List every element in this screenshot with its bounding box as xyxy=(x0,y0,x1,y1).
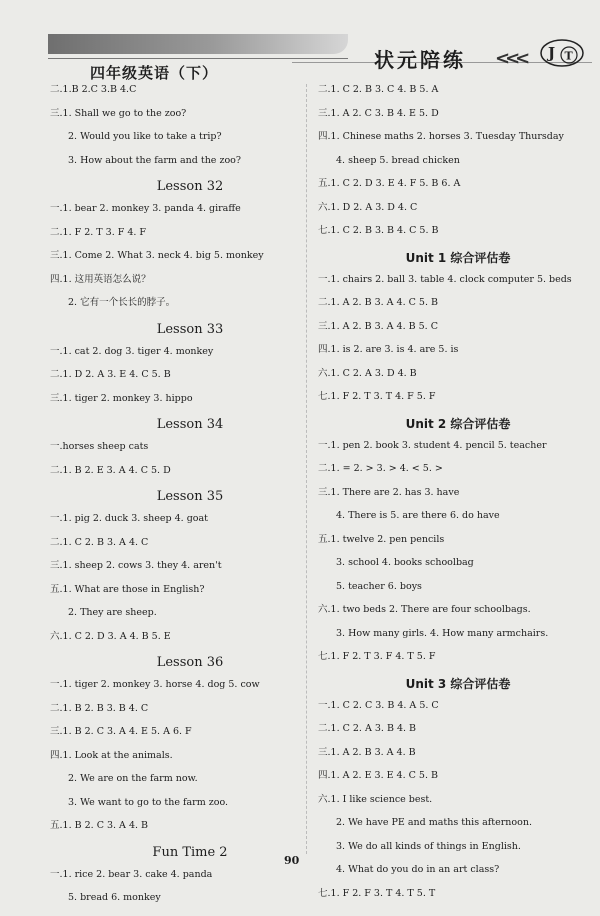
section-heading: Lesson 32 xyxy=(156,179,224,194)
answer-line: 3. We want to go to the farm zoo. xyxy=(68,796,229,808)
section-heading: Lesson 34 xyxy=(156,417,224,432)
answer-line: 六.1. two beds 2. There are four schoolbags. xyxy=(318,604,531,615)
answer-line: 4. sheep 5. bread chicken xyxy=(336,154,460,166)
answer-line: 四.1. Look at the animals. xyxy=(50,749,173,761)
answer-line: 三.1. Shall we go to the zoo? xyxy=(50,107,187,119)
answer-line: 一.1. bear 2. monkey 3. panda 4. giraffe xyxy=(50,203,241,214)
answer-line: 五.1. B 2. C 3. A 4. B xyxy=(50,820,149,831)
answer-line: 六.1. I like science best. xyxy=(318,793,433,805)
answer-line: 二.1. C 2. A 3. B 4. B xyxy=(318,723,417,734)
answer-line: 四.1. is 2. are 3. is 4. are 5. is xyxy=(318,344,459,355)
left-column xyxy=(50,84,320,916)
answer-line: 三.1. Come 2. What 3. neck 4. big 5. monkey xyxy=(50,250,264,261)
answer-line: 七.1. F 2. F 3. T 4. T 5. T xyxy=(318,887,436,899)
answer-line: 4. There is 5. are there 6. do have xyxy=(336,510,500,521)
answer-line: 一.1. pen 2. book 3. student 4. pencil 5. teacher xyxy=(318,439,547,451)
answer-line: 5. teacher 6. boys xyxy=(336,580,422,592)
answer-line: 五.1. What are those in English? xyxy=(50,583,205,595)
answer-line: 五.1. twelve 2. pen pencils xyxy=(318,533,445,545)
section-heading: Lesson 36 xyxy=(156,655,224,670)
answer-line: 三.1. B 2. C 3. A 4. E 5. A 6. F xyxy=(50,726,192,737)
section-heading: Unit 1 综合评估卷 xyxy=(405,250,511,265)
answer-line: 5. bread 6. monkey xyxy=(68,892,161,903)
answer-line: 4. What do you do in an art class? xyxy=(336,864,500,875)
answer-line: 3. How about the farm and the zoo? xyxy=(68,154,241,166)
grade-title: 四年级英语（下） xyxy=(90,64,219,82)
answer-line: 七.1. F 2. T 3. F 4. T 5. F xyxy=(318,651,436,662)
answer-line: 一.1. cat 2. dog 3. tiger 4. monkey xyxy=(50,345,214,357)
answer-line: 二.1. = 2. > 3. > 4. < 5. > xyxy=(318,463,443,474)
answer-line: 四.1. 这用英语怎么说？ xyxy=(50,273,151,285)
svg-text:T: T xyxy=(564,49,573,63)
answer-line: 七.1. C 2. B 3. B 4. C 5. B xyxy=(318,225,439,236)
answer-line: 六.1. D 2. A 3. D 4. C xyxy=(318,201,418,213)
answer-line: 七.1. F 2. T 3. T 4. F 5. F xyxy=(318,391,436,402)
chevrons-icon: <<< xyxy=(495,48,526,69)
answer-line: 一.1. chairs 2. ball 3. table 4. clock computer 5. beds xyxy=(318,273,572,285)
answer-line: 3. How many girls. 4. How many armchairs. xyxy=(336,627,549,639)
answer-line: 一.1. tiger 2. monkey 3. horse 4. dog 5. cow xyxy=(50,679,260,690)
answer-line: 一.horses sheep cats xyxy=(50,441,149,452)
answer-line: 三.1. A 2. B 3. A 4. B 5. C xyxy=(318,320,438,332)
column-divider xyxy=(306,84,308,854)
answer-line: 三.1. tiger 2. monkey 3. hippo xyxy=(50,392,193,404)
answer-line: 三.1. A 2. B 3. A 4. B xyxy=(318,746,416,758)
answer-line: 二.1. C 2. B 3. A 4. C xyxy=(50,536,149,548)
answer-line: 一.1. rice 2. bear 3. cake 4. panda xyxy=(50,868,213,880)
answer-line: 二.1. B 2. B 3. B 4. C xyxy=(50,702,149,714)
answer-line: 二.1. A 2. B 3. A 4. C 5. B xyxy=(318,297,438,308)
svg-text:J: J xyxy=(548,44,556,62)
section-heading: Unit 3 综合评估卷 xyxy=(405,676,511,691)
section-heading: Unit 2 综合评估卷 xyxy=(405,416,511,431)
answer-line: 3. school 4. books schoolbag xyxy=(336,557,474,568)
answer-line: 2. 它有一个长长的脖子。 xyxy=(68,297,176,308)
answer-line: 三.1. sheep 2. cows 3. they 4. aren't xyxy=(50,560,222,571)
answer-line: 六.1. C 2. A 3. D 4. B xyxy=(318,367,417,379)
section-heading: Lesson 35 xyxy=(156,489,224,504)
answer-line: 二.1. B 2. E 3. A 4. C 5. D xyxy=(50,464,171,476)
answer-line: 2. They are sheep. xyxy=(68,607,157,618)
answer-line: 2. We are on the farm now. xyxy=(68,773,198,784)
answer-line: 二.1. D 2. A 3. E 4. C 5. B xyxy=(50,369,171,380)
header-bar xyxy=(48,34,348,54)
answer-line: 二.1.B 2.C 3.B 4.C xyxy=(50,84,137,95)
header-rule xyxy=(48,58,348,59)
page-number: 90 xyxy=(284,854,300,867)
answer-line: 二.1. F 2. T 3. F 4. F xyxy=(50,226,147,238)
answer-line: 五.1. C 2. D 3. E 4. F 5. B 6. A xyxy=(318,178,461,189)
answer-line: 3. We do all kinds of things in English. xyxy=(336,840,521,852)
answer-line: 2. We have PE and maths this afternoon. xyxy=(336,817,532,828)
answer-line: 一.1. C 2. C 3. B 4. A 5. C xyxy=(318,699,439,711)
right-column xyxy=(318,84,588,911)
brand-title: 状元陪练 xyxy=(374,48,466,72)
section-heading: Fun Time 2 xyxy=(152,844,228,860)
answer-line: 2. Would you like to take a trip? xyxy=(68,131,222,142)
answer-line: 四.1. Chinese maths 2. horses 3. Tuesday Thursday xyxy=(318,131,564,142)
answer-line: 六.1. C 2. D 3. A 4. B 5. E xyxy=(50,630,171,642)
answer-line: 三.1. A 2. C 3. B 4. E 5. D xyxy=(318,107,439,119)
section-heading: Lesson 33 xyxy=(156,321,224,337)
answer-line: 一.1. pig 2. duck 3. sheep 4. goat xyxy=(50,513,208,524)
answer-line: 二.1. C 2. B 3. C 4. B 5. A xyxy=(318,84,439,95)
jt-logo-icon xyxy=(540,38,584,68)
answer-line: 四.1. A 2. E 3. E 4. C 5. B xyxy=(318,770,438,781)
answer-line: 三.1. There are 2. has 3. have xyxy=(318,486,460,498)
